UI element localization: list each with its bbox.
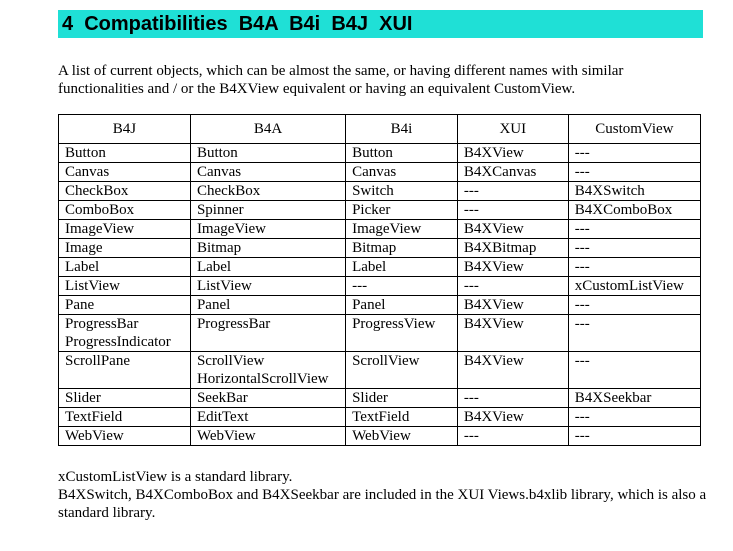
table-cell-b4i: Slider <box>346 389 458 408</box>
table-row <box>59 277 701 296</box>
table-cell-b4i: Picker <box>346 201 458 220</box>
table-cell-b4a: ProgressBar <box>190 315 345 352</box>
table-cell-b4a: CheckBox <box>190 182 345 201</box>
table-row <box>59 239 701 258</box>
table-cell-xui: B4XView <box>457 315 568 352</box>
table-cell-b4j: Image <box>59 239 191 258</box>
compatibility-table <box>58 114 701 446</box>
table-cell-b4i: Bitmap <box>346 239 458 258</box>
table-cell-b4i: Panel <box>346 296 458 315</box>
table-cell-b4j: ListView <box>59 277 191 296</box>
table-cell-customview: --- <box>568 258 700 277</box>
table-row <box>59 296 701 315</box>
table-cell-customview: --- <box>568 352 700 389</box>
table-cell-b4a: ImageView <box>190 220 345 239</box>
column-header-b4i: B4i <box>346 115 458 144</box>
table-cell-b4i: ProgressView <box>346 315 458 352</box>
column-header-b4a: B4A <box>190 115 345 144</box>
table-row <box>59 352 701 389</box>
table-cell-b4i: TextField <box>346 408 458 427</box>
table-row <box>59 427 701 446</box>
table-cell-b4a: ListView <box>190 277 345 296</box>
table-cell-customview: --- <box>568 239 700 258</box>
table-row <box>59 163 701 182</box>
table-cell-customview: --- <box>568 427 700 446</box>
table-row <box>59 201 701 220</box>
table-row <box>59 389 701 408</box>
table-cell-customview: --- <box>568 296 700 315</box>
table-cell-b4j: Label <box>59 258 191 277</box>
table-cell-customview: --- <box>568 144 700 163</box>
table-cell-b4j: Button <box>59 144 191 163</box>
table-cell-b4a: Spinner <box>190 201 345 220</box>
table-cell-xui: --- <box>457 201 568 220</box>
table-cell-b4i: --- <box>346 277 458 296</box>
table-cell-b4a: SeekBar <box>190 389 345 408</box>
table-cell-xui: --- <box>457 427 568 446</box>
table-cell-b4i: Canvas <box>346 163 458 182</box>
section-heading-bar <box>58 10 703 38</box>
table-cell-b4i: Switch <box>346 182 458 201</box>
table-cell-xui: B4XView <box>457 220 568 239</box>
table-cell-b4a: Panel <box>190 296 345 315</box>
footer-note-2: B4XSwitch, B4XComboBox and B4XSeekbar are included in the XUI Views.b4xlib library, which is also a standard library. <box>58 487 707 521</box>
table-cell-xui: B4XView <box>457 296 568 315</box>
table-cell-customview: --- <box>568 220 700 239</box>
table-cell-b4j: Slider <box>59 389 191 408</box>
table-cell-xui: B4XCanvas <box>457 163 568 182</box>
table-cell-xui: B4XBitmap <box>457 239 568 258</box>
table-cell-customview: --- <box>568 315 700 352</box>
table-cell-b4j: Canvas <box>59 163 191 182</box>
table-cell-xui: --- <box>457 277 568 296</box>
footer-notes <box>58 468 718 522</box>
table-cell-b4a: ScrollView HorizontalScrollView <box>190 352 345 389</box>
table-cell-xui: B4XView <box>457 258 568 277</box>
table-cell-b4a: Bitmap <box>190 239 345 258</box>
table-cell-b4a: Canvas <box>190 163 345 182</box>
table-cell-b4j: Pane <box>59 296 191 315</box>
table-cell-b4i: Label <box>346 258 458 277</box>
table-body <box>59 144 701 446</box>
table-cell-xui: B4XView <box>457 144 568 163</box>
table-cell-customview: --- <box>568 408 700 427</box>
table-cell-xui: B4XView <box>457 352 568 389</box>
table-cell-customview: B4XComboBox <box>568 201 700 220</box>
table-cell-xui: --- <box>457 182 568 201</box>
table-row <box>59 144 701 163</box>
table-cell-xui: --- <box>457 389 568 408</box>
column-header-xui: XUI <box>457 115 568 144</box>
column-header-b4j: B4J <box>59 115 191 144</box>
table-row <box>59 408 701 427</box>
table-cell-b4i: ImageView <box>346 220 458 239</box>
section-heading: 4 Compatibilities B4A B4i B4J XUI <box>62 13 413 35</box>
table-cell-b4i: WebView <box>346 427 458 446</box>
table-cell-customview: --- <box>568 163 700 182</box>
table-cell-b4a: Button <box>190 144 345 163</box>
table-cell-b4a: Label <box>190 258 345 277</box>
table-cell-b4i: ScrollView <box>346 352 458 389</box>
table-cell-b4j: ProgressBar ProgressIndicator <box>59 315 191 352</box>
table-row <box>59 182 701 201</box>
table-cell-customview: B4XSwitch <box>568 182 700 201</box>
table-cell-customview: B4XSeekbar <box>568 389 700 408</box>
table-cell-customview: xCustomListView <box>568 277 700 296</box>
intro-paragraph: A list of current objects, which can be almost the same, or having different names with similar functionalities and / or the B4XView equivalent or having an equivalent CustomView. <box>58 63 624 97</box>
table-cell-b4a: EditText <box>190 408 345 427</box>
table-cell-b4j: ImageView <box>59 220 191 239</box>
table-cell-xui: B4XView <box>457 408 568 427</box>
table-row <box>59 220 701 239</box>
table-header-row <box>59 115 701 144</box>
table-cell-b4j: ScrollPane <box>59 352 191 389</box>
table-row <box>59 258 701 277</box>
footer-note-1: xCustomListView is a standard library. <box>58 469 293 485</box>
table-cell-b4j: CheckBox <box>59 182 191 201</box>
table-cell-b4j: ComboBox <box>59 201 191 220</box>
table-cell-b4i: Button <box>346 144 458 163</box>
table-cell-b4j: TextField <box>59 408 191 427</box>
table-cell-b4a: WebView <box>190 427 345 446</box>
column-header-customview: CustomView <box>568 115 700 144</box>
table-cell-b4j: WebView <box>59 427 191 446</box>
table-row <box>59 315 701 352</box>
